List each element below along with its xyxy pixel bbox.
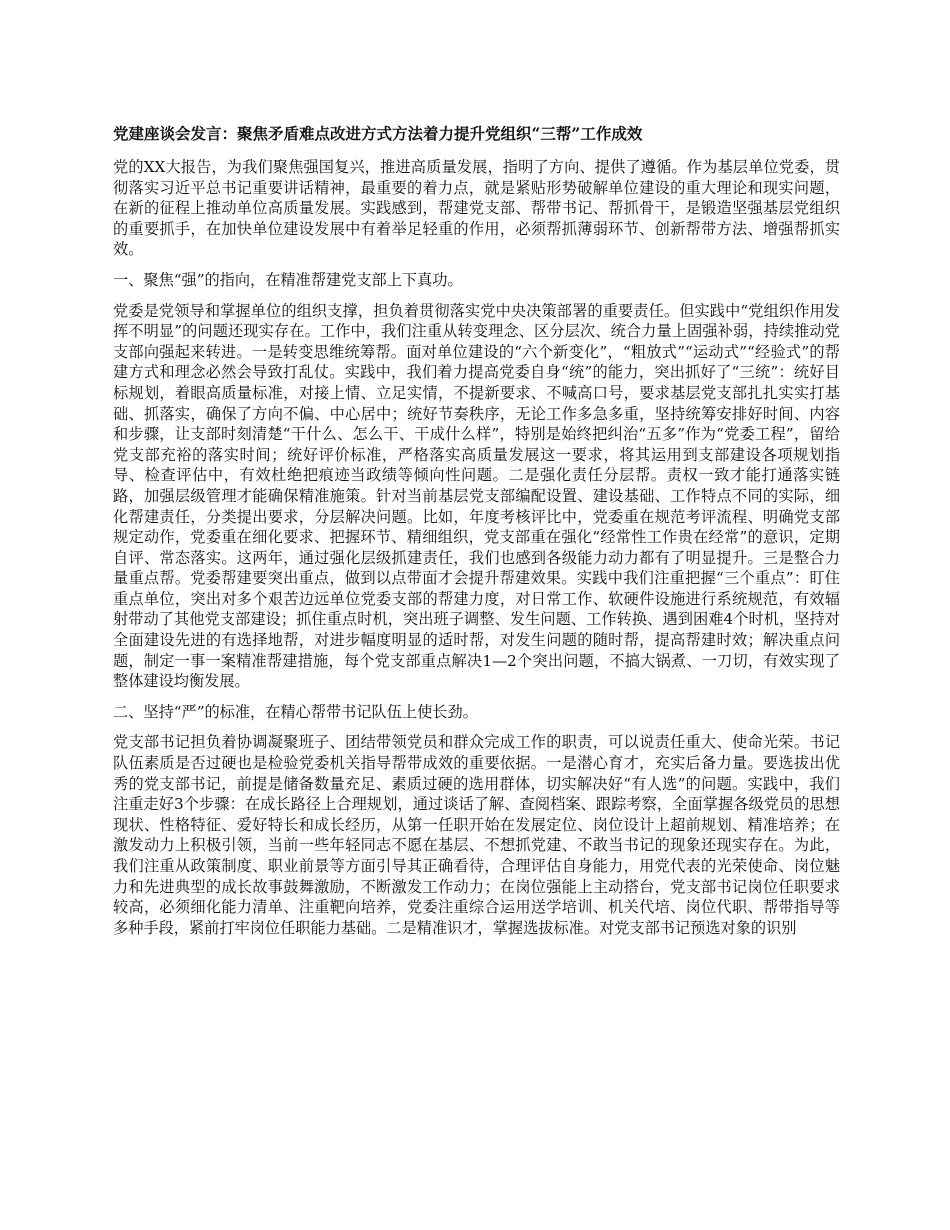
section-1-body: 党委是党领导和掌握单位的组织支撑，担负着贯彻落实党中央决策部署的重要责任。但实践中“党组织作用发挥不明显”的问题还现实存在。工作中，我们注重从转变理念、区分层次、统合力量上固强补弱，持续推动党支部向强起来转进。一是转变思维统筹帮。面对单位建设的“六个新变化”，“粗放式”“运动式”“经验式”的帮建方式和理念必然会导致打乱仗。实践中，我们着力提高党委自身“统”的能力，突出抓好了“三统”：统好目标规划，着眼高质量标准，对接上情、立足实情，不提新要求、不喊高口号，要求基层党支部扎扎实实打基础、抓落实，确保了方向不偏、中心居中；统好节奏秩序，无论工作多急多重，坚持统筹安排好时间、内容和步骤，让支部时刻清楚“干什么、怎么干、干成什么样”，特别是始终把纠治“五多”作为“党委工程”，留给党支部充裕的落实时间；统好评价标准，严格落实高质量发展这一要求，将其运用到支部建设各项规划指导、检查评估中，有效杜绝把痕迹当政绩等倾向性问题。二是强化责任分层帮。责权一致才能打通落实链路，加强层级管理才能确保精准施策。针对当前基层党支部编配设置、建设基础、工作特点不同的实际，细化帮建责任，分类提出要求，分层解决问题。比如，年度考核评比中，党委重在规范考评流程、明确党支部规定动作，党委重在细化要求、把握环节、精细组织，党支部重在强化“经常性工作贵在经常”的意识，定期自评、常态落实。这两年，通过强化层级抓建责任，我们也感到各级能力动力都有了明显提升。三是整合力量重点帮。党委帮建要突出重点，做到以点带面才会提升帮建效果。实践中我们注重把握“三个重点”：盯住重点单位，突出对多个艰苦边远单位党委支部的帮建力度，对日常工作、软硬件设施进行系统规范，有效辐射带动了其他党支部建设；抓住重点时机，突出班子调整、发生问题、工作转换、遇到困难4个时机，坚持对全面建设先进的有选择地帮，对进步幅度明显的适时帮，对发生问题的随时帮，提高帮建时效；解决重点问题，制定一事一案精准帮建措施，每个党支部重点解决1—2个突出问题，不搞大锅煮、一刀切，有效实现了整体建设均衡发展。 [113, 301, 840, 691]
intro-paragraph: 党的XX大报告，为我们聚焦强国复兴，推进高质量发展，指明了方向、提供了遵循。作为基层单位党委，贯彻落实习近平总书记重要讲话精神，最重要的着力点，就是紧贴形势破解单位建设的重大理论和现实问题，在新的征程上推动单位高质量发展。实践感到，帮建党支部、帮带书记、帮抓骨干，是锻造坚强基层党组织的重要抓手，在加快单位建设发展中有着举足轻重的作用，必须帮抓薄弱环节、创新帮带方法、增强帮抓实效。 [113, 158, 840, 259]
document-title: 党建座谈会发言：聚焦矛盾难点改进方式方法着力提升党组织“三帮”工作成效 [113, 124, 643, 143]
document-page [113, 123, 840, 938]
section-2-body: 党支部书记担负着协调凝聚班子、团结带领党员和群众完成工作的职责，可以说责任重大、使命光荣。书记队伍素质是否过硬也是检验党委机关指导帮带成效的重要依据。一是潜心育才，充实后备力量。要选拔出优秀的党支部书记，前提是储备数量充足、素质过硬的选用群体，切实解决好“有人选”的问题。实践中，我们注重走好3个步骤：在成长路径上合理规划，通过谈话了解、查阅档案、跟踪考察，全面掌握各级党员的思想现状、性格特征、爱好特长和成长经历，从第一任职开始在发展定位、岗位设计上超前规划、精准培养；在激发动力上积极引领，当前一些年轻同志不愿在基层、不想抓党建、不敢当书记的现象还现实存在。为此，我们注重从政策制度、职业前景等方面引导其正确看待，合理评估自身能力，用党代表的光荣使命、岗位魅力和先进典型的成长故事鼓舞激励，不断激发工作动力；在岗位强能上主动搭台，党支部书记岗位任职要求较高，必须细化能力清单、注重靶向培养，党委注重综合运用送学培训、机关代培、岗位代职、帮带指导等多种手段，紧前打牢岗位任职能力基础。二是精准识才，掌握选拔标准。对党支部书记预选对象的识别 [113, 733, 840, 937]
section-1-heading: 一、聚焦“强”的指向，在精准帮建党支部上下真功。 [113, 270, 463, 289]
section-2-heading: 二、坚持“严”的标准，在精心帮带书记队伍上使长劲。 [113, 702, 478, 721]
